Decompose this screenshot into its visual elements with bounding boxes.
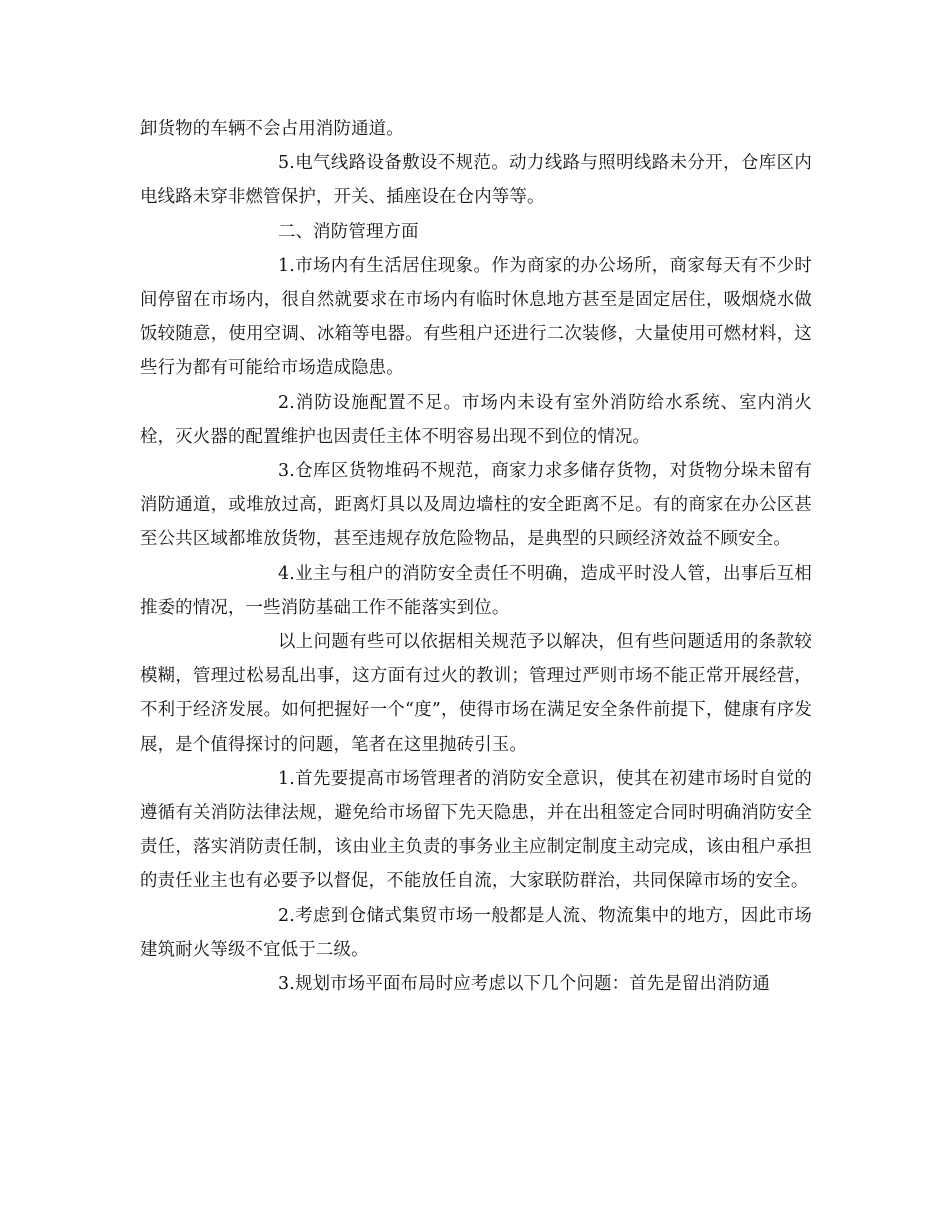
paragraph-item-5-electrical: 5.电气线路设备敷设不规范。动力线路与照明线路未分开，仓库区内电线路未穿非燃管保护，开关、插座设在仓内等等。 bbox=[140, 153, 812, 208]
paragraph-item-2-facilities: 2.消防设施配置不足。市场内未设有室外消防给水系统、室内消火栓，灭火器的配置维护也因责任主体不明容易出现不到位的情况。 bbox=[140, 392, 812, 447]
section-heading-fire-management: 二、消防管理方面 bbox=[278, 221, 419, 242]
paragraph-measure-1-awareness: 1.首先要提高市场管理者的消防安全意识，使其在初建市场时自觉的遵循有关消防法律法规，避免给市场留下先天隐患，并在出租签定合同时明确消防安全责任，落实消防责任制，该由业主负责的事务业主应制定制度主动完成，该由租户承担的责任业主也有必要予以督促，不能放任自流，大家联防群治，共同保障市场的安全。 bbox=[140, 768, 812, 892]
paragraph-continuation: 卸货物的车辆不会占用消防通道。 bbox=[140, 119, 404, 139]
paragraph-item-1-residence: 1.市场内有生活居住现象。作为商家的办公场所，商家每天有不少时间停留在市场内，很自然就要求在市场内有临时休息地方甚至是固定居住，吸烟烧水做饭较随意，使用空调、冰箱等电器。有些租户还进行二次装修，大量使用可燃材料，这些行为都有可能给市场造成隐患。 bbox=[140, 255, 812, 379]
paragraph-measure-3-layout: 3.规划市场平面布局时应考虑以下几个问题：首先是留出消防通 bbox=[278, 974, 770, 995]
paragraph-item-3-storage: 3.仓库区货物堆码不规范，商家力求多储存货物，对货物分垛未留有消防通道，或堆放过高，距离灯具以及周边墙柱的安全距离不足。有的商家在办公区甚至公共区域都堆放货物，甚至违规存放危险物品，是典型的只顾经济效益不顾安全。 bbox=[140, 461, 812, 550]
document-body bbox=[140, 112, 812, 1001]
paragraph-summary: 以上问题有些可以依据相关规范予以解决，但有些问题适用的条款较模糊，管理过松易乱出事，这方面有过火的教训；管理过严则市场不能正常开展经营，不利于经济发展。如何把握好一个“度”，使得市场在满足安全条件前提下，健康有序发展，是个值得探讨的问题，笔者在这里抛砖引玉。 bbox=[140, 632, 812, 755]
paragraph-item-4-responsibility: 4.业主与租户的消防安全责任不明确，造成平时没人管，出事后互相推委的情况，一些消防基础工作不能落实到位。 bbox=[140, 563, 812, 618]
paragraph-measure-2-fire-rating: 2.考虑到仓储式集贸市场一般都是人流、物流集中的地方，因此市场建筑耐火等级不宜低于二级。 bbox=[140, 905, 812, 960]
